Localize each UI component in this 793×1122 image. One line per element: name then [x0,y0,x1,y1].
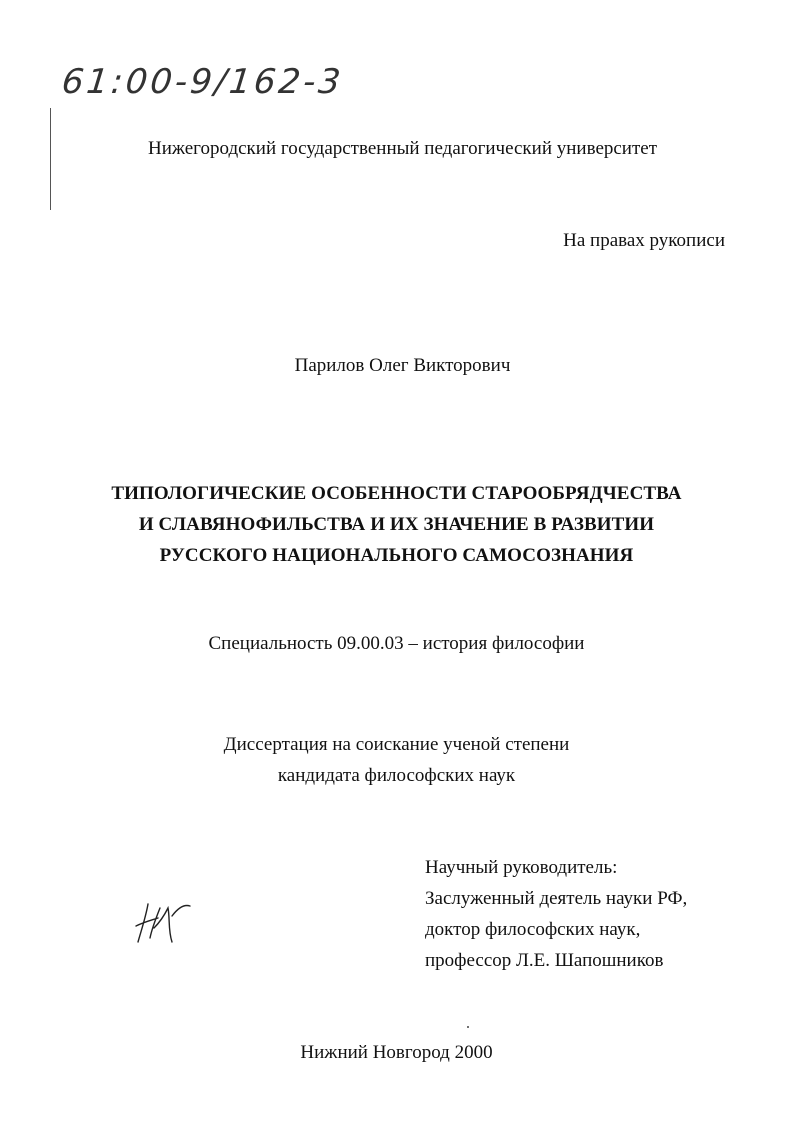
supervisor-line: Заслуженный деятель науки РФ, [425,888,688,909]
supervisor-line: доктор философских наук, [425,919,641,940]
supervisor-block [425,852,687,976]
supervisor-line: Научный руководитель: [425,857,618,878]
author-name: Парилов Олег Викторович [294,355,511,376]
university-name: Нижегородский государственный педагогический университет [147,138,658,159]
manuscript-rights-note: На правах рукописи [563,230,725,251]
archive-stamp-code: 61:00-9/162-3 [59,62,346,102]
scan-speck [467,1026,469,1028]
handwritten-signature [132,898,194,946]
degree-line: Диссертация на соискание ученой степени [223,734,570,755]
supervisor-line: профессор Л.Е. Шапошников [425,950,664,971]
title-line: И СЛАВЯНОФИЛЬСТВА И ИХ ЗНАЧЕНИЕ В РАЗВИТИИ [138,514,655,535]
degree-line: кандидата философских наук [277,765,516,786]
dissertation-title [60,478,733,571]
specialty-line: Специальность 09.00.03 – история философии [208,633,585,654]
title-line: РУССКОГО НАЦИОНАЛЬНОГО САМОСОЗНАНИЯ [159,545,634,566]
degree-statement [0,729,793,791]
title-line: ТИПОЛОГИЧЕСКИЕ ОСОБЕННОСТИ СТАРООБРЯДЧЕСТВА [111,483,682,504]
city-year: Нижний Новгород 2000 [300,1042,493,1063]
